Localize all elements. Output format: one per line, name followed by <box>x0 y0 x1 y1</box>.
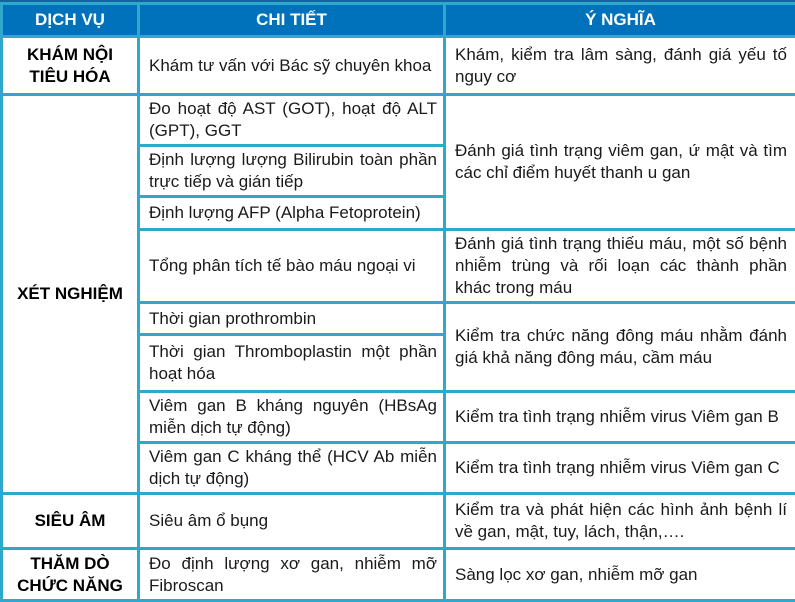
column-header-meaning: Ý NGHĨA <box>445 4 795 37</box>
table-row <box>2 37 795 95</box>
column-header-detail: CHI TIẾT <box>139 4 445 37</box>
detail-cell: Viêm gan C kháng thể (HCV Ab miễn dịch tự động) <box>139 443 445 494</box>
meaning-cell: Khám, kiểm tra lâm sàng, đánh giá yếu tố nguy cơ <box>445 37 795 95</box>
services-table <box>0 2 795 602</box>
detail-cell: Đo định lượng xơ gan, nhiễm mỡ Fibroscan <box>139 549 445 601</box>
meaning-cell: Kiểm tra tình trạng nhiễm virus Viêm gan C <box>445 443 795 494</box>
table-row <box>2 549 795 601</box>
meaning-cell: Kiểm tra tình trạng nhiễm virus Viêm gan B <box>445 392 795 443</box>
detail-cell: Tổng phân tích tế bào máu ngoại vi <box>139 230 445 303</box>
table-row <box>2 95 795 146</box>
service-cell-kham-noi: KHÁM NỘI TIÊU HÓA <box>2 37 139 95</box>
service-cell-xet-nghiem: XÉT NGHIỆM <box>2 95 139 494</box>
service-cell-tham-do: THĂM DÒ CHỨC NĂNG <box>2 549 139 601</box>
detail-cell: Đo hoạt độ AST (GOT), hoạt độ ALT (GPT), GGT <box>139 95 445 146</box>
detail-cell: Siêu âm ổ bụng <box>139 494 445 549</box>
detail-cell: Thời gian Thromboplastin một phần hoạt hóa <box>139 335 445 392</box>
meaning-cell: Sàng lọc xơ gan, nhiễm mỡ gan <box>445 549 795 601</box>
meaning-cell: Kiểm tra chức năng đông máu nhằm đánh giá khả năng đông máu, cầm máu <box>445 303 795 392</box>
column-header-service: DỊCH VỤ <box>2 4 139 37</box>
meaning-cell: Đánh giá tình trạng thiếu máu, một số bệnh nhiễm trùng và rối loạn các thành phần khác trong máu <box>445 230 795 303</box>
detail-cell: Khám tư vấn với Bác sỹ chuyên khoa <box>139 37 445 95</box>
meaning-cell: Đánh giá tình trạng viêm gan, ứ mật và tìm các chỉ điểm huyết thanh u gan <box>445 95 795 230</box>
service-cell-sieu-am: SIÊU ÂM <box>2 494 139 549</box>
header-row <box>2 4 795 37</box>
detail-cell: Thời gian prothrombin <box>139 303 445 335</box>
detail-cell: Định lượng lượng Bilirubin toàn phần trực tiếp và gián tiếp <box>139 146 445 197</box>
detail-cell: Định lượng AFP (Alpha Fetoprotein) <box>139 197 445 230</box>
table-row <box>2 494 795 549</box>
meaning-cell: Kiểm tra và phát hiện các hình ảnh bệnh lí về gan, mật, tuy, lách, thận,…. <box>445 494 795 549</box>
detail-cell: Viêm gan B kháng nguyên (HBsAg miễn dịch tự động) <box>139 392 445 443</box>
